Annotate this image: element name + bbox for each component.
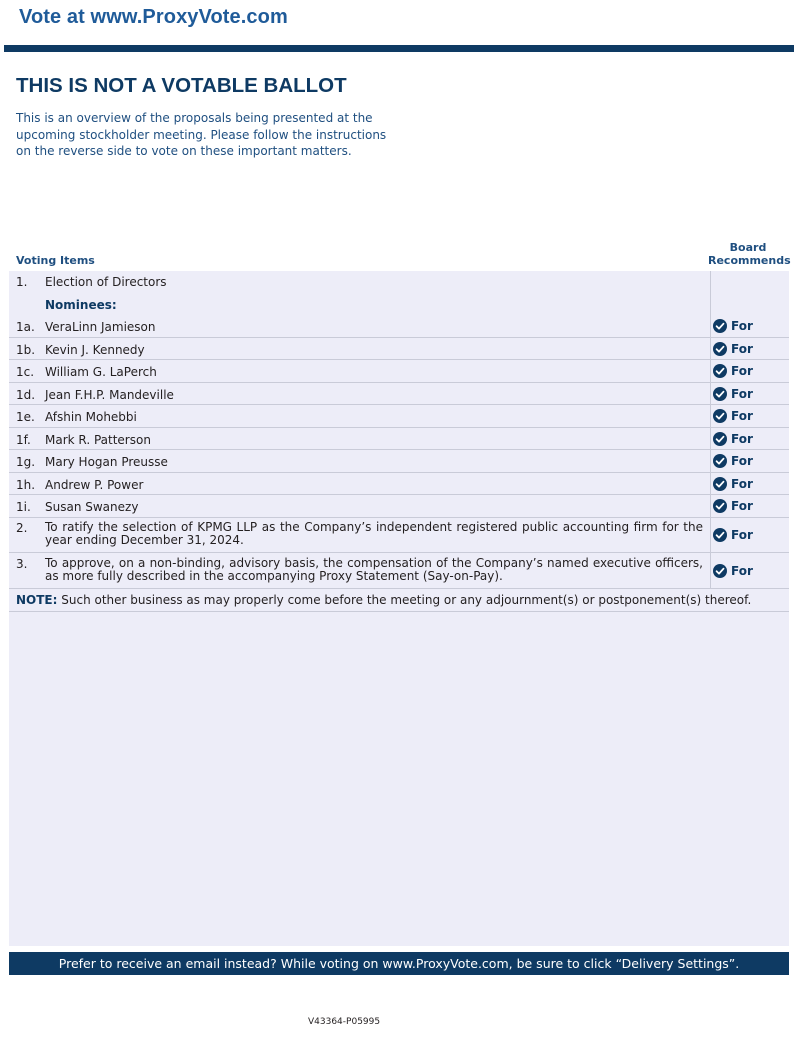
recommendation [713, 528, 753, 542]
check-circle-icon [713, 499, 727, 513]
nominee-row [9, 450, 789, 473]
nominee-number: 1i. [16, 500, 31, 514]
check-circle-icon [713, 564, 727, 578]
recommendation [713, 454, 753, 468]
nominee-name: Kevin J. Kennedy [45, 342, 145, 357]
nominee-name: William G. LaPerch [45, 365, 157, 379]
recommendation-label: For [731, 319, 753, 333]
nominee-row [9, 405, 789, 428]
item-text: To ratify the selection of KPMG LLP as the Company’s independent registered public accounting firm for the year ending December 31, 2024. [45, 520, 703, 547]
nominee-row [9, 338, 789, 361]
nominee-row [9, 315, 789, 338]
nominee-row [9, 383, 789, 406]
recommendation [713, 564, 753, 578]
nominee-number: 1a. [16, 320, 35, 334]
nominee-row [9, 473, 789, 496]
nominee-number: 1e. [16, 410, 35, 424]
item-number: 2. [16, 521, 28, 535]
recommendation-label: For [731, 431, 753, 446]
nominee-row [9, 495, 789, 518]
recommendation-label: For [731, 476, 753, 491]
recommendation-label: For [731, 409, 753, 423]
email-delivery-banner: Prefer to receive an email instead? While voting on www.ProxyVote.com, be sure to click “Delivery Settings”. [9, 952, 789, 975]
check-circle-icon [713, 409, 727, 423]
document-id: V43364-P05995 [308, 1017, 381, 1027]
nominee-number: 1b. [16, 342, 36, 357]
check-circle-icon [713, 387, 727, 401]
recommendation-label: For [731, 528, 753, 542]
recommendation-label: For [731, 564, 753, 578]
recommendation-label: For [731, 499, 753, 513]
recommendation [713, 364, 753, 378]
nominee-number: 1f. [16, 432, 31, 447]
recommendation-label: For [731, 454, 753, 468]
check-circle-icon [713, 319, 727, 333]
nominee-name: Afshin Mohebbi [45, 410, 137, 424]
item-text: Election of Directors [45, 275, 167, 289]
recommendation [713, 499, 753, 513]
nominee-name: Andrew P. Power [45, 477, 144, 492]
recommendation-label: For [731, 386, 753, 401]
voting-items-table [9, 271, 789, 946]
nominee-number: 1c. [16, 365, 35, 379]
nominee-row [9, 428, 789, 451]
header-rule [4, 45, 794, 52]
ballot-intro: This is an overview of the proposals being presented at the upcoming stockholder meeting. Please follow the instructions on the reverse side to vote on these important matters. [16, 111, 387, 158]
recommendation [713, 477, 753, 491]
recommendation-label: For [731, 341, 753, 356]
check-circle-icon [713, 364, 727, 378]
header-title: Vote at www.ProxyVote.com [19, 6, 288, 28]
note-row [9, 589, 789, 612]
nominee-number: 1h. [16, 477, 36, 492]
recommendation [713, 319, 753, 333]
board-header-line2: Recommends [708, 253, 791, 267]
nominee-name: VeraLinn Jamieson [45, 320, 156, 334]
item-2-row [9, 517, 789, 553]
recommendation [713, 387, 753, 401]
ballot-title: THIS IS NOT A VOTABLE BALLOT [16, 74, 347, 97]
recommendation [713, 432, 753, 446]
check-circle-icon [713, 477, 727, 491]
nominees-label: Nominees: [45, 298, 117, 312]
note-text [16, 593, 751, 607]
nominees-label-row [9, 293, 789, 315]
item-number: 3. [16, 557, 28, 571]
board-header-line1: Board [729, 241, 767, 254]
item-number: 1. [16, 275, 28, 289]
note-body: Such other business as may properly come before the meeting or any adjournment(s) or postponement(s) thereof. [57, 593, 752, 607]
item-1-row [9, 271, 789, 293]
check-circle-icon [713, 342, 727, 356]
check-circle-icon [713, 432, 727, 446]
voting-items-header: Voting Items [16, 254, 95, 267]
check-circle-icon [713, 454, 727, 468]
nominee-name: Mark R. Patterson [45, 432, 151, 447]
nominee-name: Mary Hogan Preusse [45, 455, 168, 469]
recommendation-label: For [731, 364, 753, 378]
nominee-number: 1d. [16, 387, 36, 402]
nominee-name: Jean F.H.P. Mandeville [45, 387, 174, 402]
check-circle-icon [713, 528, 727, 542]
board-recommends-header [708, 241, 791, 267]
nominee-number: 1g. [16, 455, 36, 469]
recommendation [713, 342, 753, 356]
item-text: To approve, on a non-binding, advisory basis, the compensation of the Company’s named executive officers, as more fully described in the accompanying Proxy Statement (Say-on-Pay). [45, 556, 703, 583]
recommendation [713, 409, 753, 423]
note-label: NOTE: [16, 593, 58, 607]
item-3-row [9, 553, 789, 589]
nominee-row [9, 360, 789, 383]
nominee-name: Susan Swanezy [45, 500, 139, 514]
